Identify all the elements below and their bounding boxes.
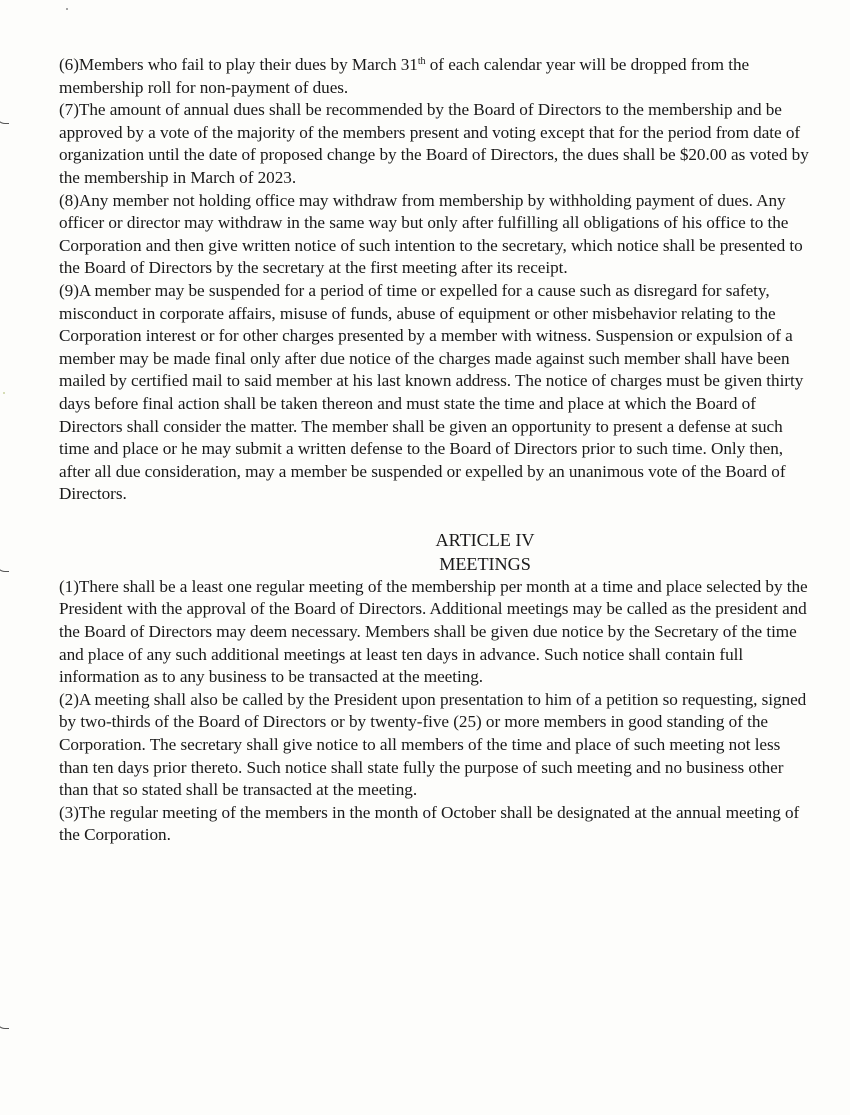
article-heading: ARTICLE IV	[435, 529, 535, 550]
paragraph-6-text-cont: of each calendar year will be dropped from the membership roll for non-payment of dues.	[59, 55, 750, 97]
scan-edge-mark	[0, 563, 9, 572]
meetings-paragraph-2: (2)A meeting shall also be called by the President upon presentation to him of a petition so requesting, signed by two-thirds of the Board of Directors or by twenty-five (25) or more members in good standing of the Corporation. The secretary shall give notice to all members of the time and place of such meeting not less than ten days prior thereto. Such notice shall state fully the purpose of such meeting and no business other than that so stated shall be transacted at the meeting.	[59, 689, 807, 800]
paragraph-8: (8)Any member not holding office may withdraw from membership by withholding payment of dues. Any officer or director may withdraw in the same way but only after fulfilling all obligations of his office to the Corporation and then give written notice of such intention to the secretary, which notice shall be presented to the Board of Directors by the secretary at the first meeting after its receipt.	[59, 190, 803, 278]
scan-speck	[3, 392, 5, 394]
article-heading-block	[59, 528, 811, 576]
paragraph-7: (7)The amount of annual dues shall be recommended by the Board of Directors to the membership and be approved by a vote of the majority of the members present and voting except that for the period from date of organization until the date of proposed change by the Board of Directors, the dues shall be $20.00 as voted by the membership in March of 2023.	[59, 100, 809, 187]
document-body	[59, 54, 811, 847]
scan-speck	[66, 8, 68, 10]
paragraph-6	[59, 54, 811, 99]
article-subheading: MEETINGS	[439, 553, 531, 574]
paragraph-9: (9)A member may be suspended for a period of time or expelled for a cause such as disregard for safety, misconduct in corporate affairs, misuse of funds, abuse of equipment or other misbehavior relating to the Corporation interest or for other charges presented by a member with witness. Suspension or expulsion of a member may be made final only after due notice of the charges made against such member shall have been mailed by certified mail to said member at his last known address. The notice of charges must be given thirty days before final action shall be taken thereon and must state the time and place at which the Board of Directors shall consider the matter. The member shall be given an opportunity to present a defense at such time and place or he may submit a written defense to the Board of Directors prior to such time. Only then, after all due consideration, may a member be suspended or expelled by an unanimous vote of the Board of Directors.	[59, 280, 804, 504]
paragraph-6-text: (6)Members who fail to play their dues by March 31	[59, 55, 418, 74]
ordinal-suffix: th	[417, 56, 426, 67]
meetings-paragraph-3: (3)The regular meeting of the members in the month of October shall be designated at the annual meeting of the Corporation.	[59, 802, 800, 845]
scan-edge-mark	[0, 1020, 9, 1029]
scan-edge-mark	[0, 115, 9, 124]
meetings-paragraph-1: (1)There shall be a least one regular meeting of the membership per month at a time and place selected by the President with the approval of the Board of Directors. Additional meetings may be called as the president and the Board of Directors may deem necessary. Members shall be given due notice by the Secretary of the time and place of any such additional meetings at least ten days in advance. Such notice shall contain full information as to any business to be transacted at the meeting.	[59, 576, 808, 687]
